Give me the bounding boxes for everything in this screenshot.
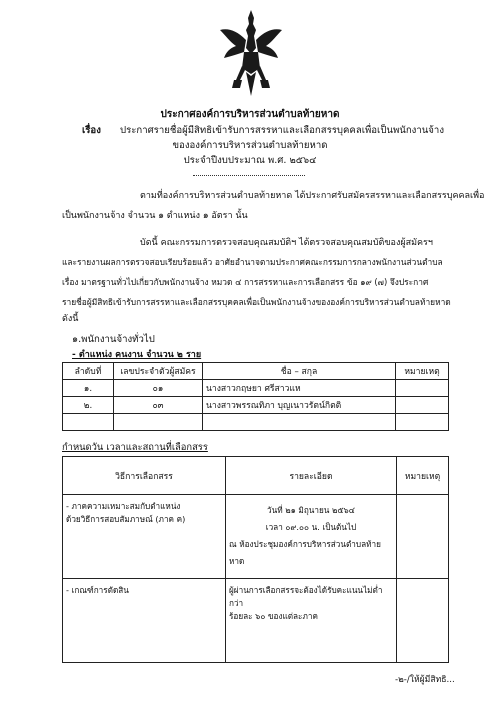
column-header-note: หมายเหตุ <box>396 363 449 380</box>
method-cell <box>63 495 226 579</box>
detail-place: ณ ห้องประชุมองค์การบริหารส่วนตำบลท้ายหาด <box>229 539 381 566</box>
schedule-table <box>62 456 449 663</box>
criteria-line-2: ร้อยละ ๖๐ ของแต่ละภาค <box>229 611 318 621</box>
row-note <box>396 397 449 414</box>
row-applicant-id: ๐๓ <box>114 397 203 414</box>
column-header-no: ลำดับที่ <box>63 363 114 380</box>
paragraph-1-line-2: เป็นพนักงานจ้าง จำนวน ๑ ตำแหน่ง ๑ อัตรา นั้น <box>62 211 248 221</box>
column-header-detail: รายละเอียด <box>226 457 397 495</box>
dotted-separator <box>193 175 305 176</box>
paragraph-1-line-1: ตามที่องค์การบริหารส่วนตำบลท้ายหาด ได้ประกาศรับสมัครสรรหาและเลือกสรรบุคคลเพื่อ <box>140 191 485 201</box>
paragraph-2-line-4: รายชื่อผู้มีสิทธิเข้ารับการสรรหาและเลือกสรรบุคคลเพื่อเป็นพนักงานจ้างขององค์การบริหารส่วนตำบลท้ายหาด <box>62 297 451 307</box>
detail-cell <box>226 495 397 579</box>
subject-line-3: ประจำปีงบประมาณ พ.ศ. ๒๕๖๔ <box>183 155 317 166</box>
detail-time: เวลา ๐๙.๐๐ น. เป็นต้นไป <box>265 522 357 532</box>
schedule-table-header <box>63 457 449 495</box>
row-no: ๒. <box>63 397 114 414</box>
paragraph-2-line-3: เรื่อง มาตรฐานทั่วไปเกี่ยวกับพนักงานจ้าง หมวด ๔ การสรรหาและการเลือกสรร ข้อ ๑๙ (๗) จึงประกาศ <box>62 277 429 287</box>
column-header-note: หมายเหตุ <box>397 457 449 495</box>
method-line-1: - ภาคความเหมาะสมกับตำแหน่ง <box>66 501 181 511</box>
detail-cell <box>226 579 397 663</box>
page-continuation: -๒-/ให้ผู้มีสิทธิ... <box>395 675 455 685</box>
table-row <box>63 495 449 579</box>
table-row <box>63 380 449 397</box>
candidate-table-header <box>63 363 449 380</box>
criteria-line-1: ผู้ผ่านการเลือกสรรจะต้องได้รับคะแนนไม่ต่ำกว่า <box>229 585 383 608</box>
section-2-heading: กำหนดวัน เวลาและสถานที่เลือกสรร <box>62 442 208 453</box>
note-cell <box>397 579 449 663</box>
candidate-table <box>62 362 449 431</box>
section-1-heading: ๑.พนักงานจ้างทั่วไป <box>72 334 155 345</box>
table-row-empty <box>63 414 449 431</box>
row-no: ๑. <box>63 380 114 397</box>
paragraph-2-line-1: บัดนี้ คณะกรรมการตรวจสอบคุณสมบัติฯ ได้ตรวจสอบคุณสมบัติของผู้สมัครฯ <box>140 238 433 248</box>
detail-date: วันที่ ๒๑ มิถุนายน ๒๕๖๔ <box>267 505 355 515</box>
column-header-applicant-id: เลขประจำตัวผู้สมัคร <box>114 363 203 380</box>
row-note <box>396 380 449 397</box>
position-line: - ตำแหน่ง คนงาน จำนวน ๒ ราย <box>72 350 202 360</box>
document-title: ประกาศองค์การบริหารส่วนตำบลท้ายหาด <box>160 109 340 120</box>
note-cell <box>397 495 449 579</box>
table-row <box>63 579 449 663</box>
column-header-method: วิธีการเลือกสรร <box>63 457 226 495</box>
subject-line-2: ขององค์การบริหารส่วนตำบลท้ายหาด <box>172 140 328 151</box>
column-header-name: ชื่อ – สกุล <box>203 363 396 380</box>
row-applicant-id: ๐๑ <box>114 380 203 397</box>
row-name: นางสาวกฤษยา ศรีสาวแห <box>203 380 396 397</box>
subject-line-1: ประกาศรายชื่อผู้มีสิทธิเข้ารับการสรรหาและเลือกสรรบุคคลเพื่อเป็นพนักงานจ้าง <box>120 125 444 136</box>
paragraph-2-line-5: ดังนี้ <box>62 314 79 324</box>
method-cell: - เกณฑ์การตัดสิน <box>63 579 226 663</box>
subject-label: เรื่อง <box>82 125 101 136</box>
method-line-2: ด้วยวิธีการสอบสัมภาษณ์ (ภาค ค) <box>66 514 186 524</box>
paragraph-2-line-2: และรายงานผลการตรวจสอบเรียบร้อยแล้ว อาศัยอำนาจตามประกาศคณะกรรมการกลางพนักงานส่วนตำบล <box>62 257 443 267</box>
row-name: นางสาวพรรณทิภา บุญเนาวรัตน์กิตติ <box>203 397 396 414</box>
garuda-emblem <box>218 8 284 100</box>
table-row <box>63 397 449 414</box>
